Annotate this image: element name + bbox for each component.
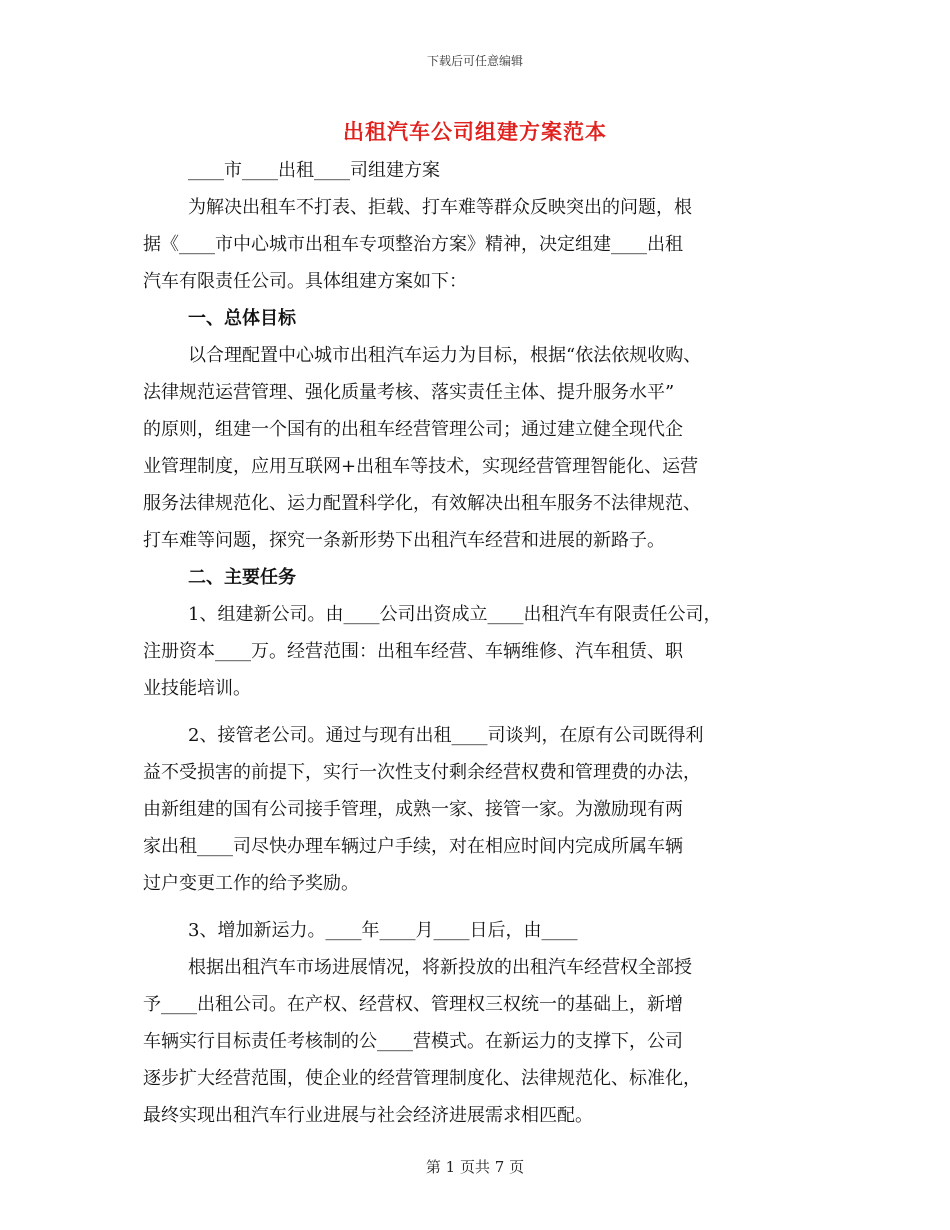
paragraph-line: 以合理配置中心城市出租汽车运力为目标，根据“依法依规收购、 (188, 345, 702, 366)
paragraph-line: 予____出租公司。在产权、经营权、管理权三权统一的基础上，新增 (143, 994, 683, 1015)
paragraph-line: 根据出租汽车市场进展情况，将新投放的出租汽车经营权全部授 (188, 957, 692, 978)
paragraph-line: 逐步扩大经营范围，使企业的经营管理制度化、法律规范化、标准化， (143, 1068, 701, 1089)
page-footer: 第 1 页共 7 页 (425, 1158, 525, 1176)
paragraph-line: 3、增加新运力。____年____月____日后，由____ (188, 920, 578, 941)
paragraph-line: 据《____市中心城市出租车专项整治方案》精神，决定组建____出租 (143, 234, 683, 255)
section-heading: 二、主要任务 (188, 567, 296, 588)
paragraph-line: 益不受损害的前提下，实行一次性支付剩余经营权费和管理费的办法， (143, 762, 701, 783)
paragraph-line: 家出租____司尽快办理车辆过户手续，对在相应时间内完成所属车辆 (143, 836, 683, 857)
subtitle-line: ____市____出租____司组建方案 (188, 160, 440, 181)
page-header: 下载后可任意编辑 (426, 54, 523, 68)
paragraph-line: 服务法律规范化、运力配置科学化，有效解决出租车服务不法律规范、 (143, 493, 701, 514)
paragraph-line: 为解决出租车不打表、拒载、打车难等群众反映突出的问题，根 (188, 197, 692, 218)
document-title: 出租汽车公司组建方案范本 (343, 119, 607, 144)
paragraph-line: 过户变更工作的给予奖励。 (143, 873, 359, 894)
paragraph-line: 的原则，组建一个国有的出租车经营管理公司；通过建立健全现代企 (143, 419, 683, 440)
paragraph-line: 由新组建的国有公司接手管理，成熟一家、接管一家。为激励现有两 (143, 799, 683, 820)
document-body (143, 152, 808, 1134)
paragraph-line: 1、组建新公司。由____公司出资成立____出租汽车有限责任公司， (188, 604, 722, 625)
paragraph-line: 法律规范运营管理、强化质量考核、落实责任主体、提升服务水平” (143, 382, 675, 403)
paragraph-line: 注册资本____万。经营范围：出租车经营、车辆维修、汽车租赁、职 (143, 641, 683, 662)
paragraph-line: 车辆实行目标责任考核制的公____营模式。在新运力的支撑下，公司 (143, 1031, 683, 1052)
paragraph-line: 2、接管老公司。通过与现有出租____司谈判，在原有公司既得利 (188, 725, 704, 746)
paragraph-line: 业技能培训。 (143, 678, 251, 699)
paragraph-line: 汽车有限责任公司。具体组建方案如下： (143, 271, 467, 292)
paragraph-line: 业管理制度，应用互联网+出租车等技术，实现经营管理智能化、运营 (143, 456, 699, 477)
paragraph-line: 最终实现出租汽车行业进展与社会经济进展需求相匹配。 (143, 1105, 593, 1126)
section-heading: 一、总体目标 (188, 308, 296, 329)
paragraph-line: 打车难等问题，探究一条新形势下出租汽车经营和进展的新路子。 (143, 530, 665, 551)
